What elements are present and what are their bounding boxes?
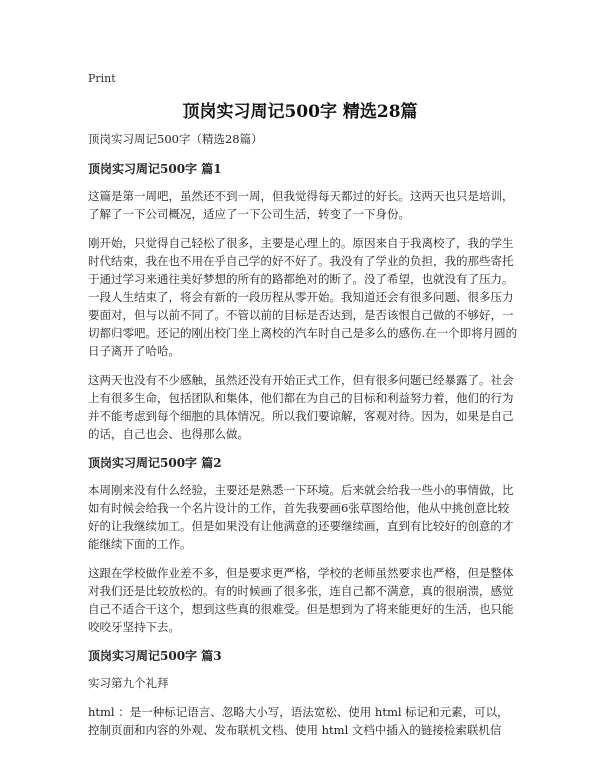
paragraph: 刚开始，只觉得自己轻松了很多，主要是心理上的。原因来自于我离校了，我的学生时代结束，我在也不用在乎自己学的好不好了。我没有了学业的负担，我的那些寄托于通过学习来通往美好梦想的所有的路都绝对的断了。没了希望，也就没有了压力。一段人生结束了，将会有新的一段历程从零开始。我知道还会有很多问题、很多压力要面对，但与以前不同了。不管以前的目标是否达到，是否该恨自己做的不够好，一切都归零吧。还记的刚出校门坐上离校的汽车时自己是多么的感伤.在一个即将月圆的日子离开了哈哈。 [88,236,518,358]
print-label: Print [88,72,116,85]
paragraph: 本周刚来没有什么经验，主要还是熟悉一下环境。后来就会给我一些小的事情做，比如有时候会给我一个名片设计的工作，首先我要画6张草图给他，他从中挑创意比较好的让我继续加工。但是如果没有让他满意的还要继续画，直到有比较好的创意的才能继续下面的工作。 [88,483,514,551]
paragraph: 实习第九个礼拜 [88,676,169,690]
paragraph: html ：是一种标记语言、忽略大小写，语法宽松、使用 html 标记和元素，可以，控制页面和内容的外观、发布联机文档、使用 html 文档中插入的链接检索联机信 [88,705,509,737]
paragraph: 这篇是第一周吧，虽然还不到一周，但我觉得每天都过的好长。这两天也只是培训，了解了一下公司概况，适应了一下公司生活，转变了一下身份。 [88,189,514,221]
paragraph: 这跟在学校做作业差不多，但是要求更严格，学校的老师虽然要求也严格，但是整体对我们还是比较放松的。有的时候画了很多张，连自己都不满意，真的很崩溃，感觉自己不适合干这个，想到这些真的很难受。但是想到为了将来能更好的生活，也只能咬咬牙坚持下去。 [88,566,514,634]
section-heading: 顶岗实习周记500字 篇2 [88,456,222,470]
section-heading: 顶岗实习周记500字 篇3 [88,649,222,663]
document-subtitle: 顶岗实习周记500字（精选28篇） [88,132,263,146]
section-heading: 顶岗实习周记500字 篇1 [88,162,222,176]
document-body [88,130,520,750]
paragraph: 这两天也没有不少感触，虽然还没有开始正式工作，但有很多问题已经暴露了。社会上有很多生命，包括团队和集体，他们都在为自己的目标和利益努力着，他们的行为并不能考虑到每个细胞的具体情况。所以我们要谅解，客观对待。因为，如果是自己的话，自己也会、也得那么做。 [88,373,514,441]
document-title: 顶岗实习周记500字 精选28篇 [182,102,418,122]
